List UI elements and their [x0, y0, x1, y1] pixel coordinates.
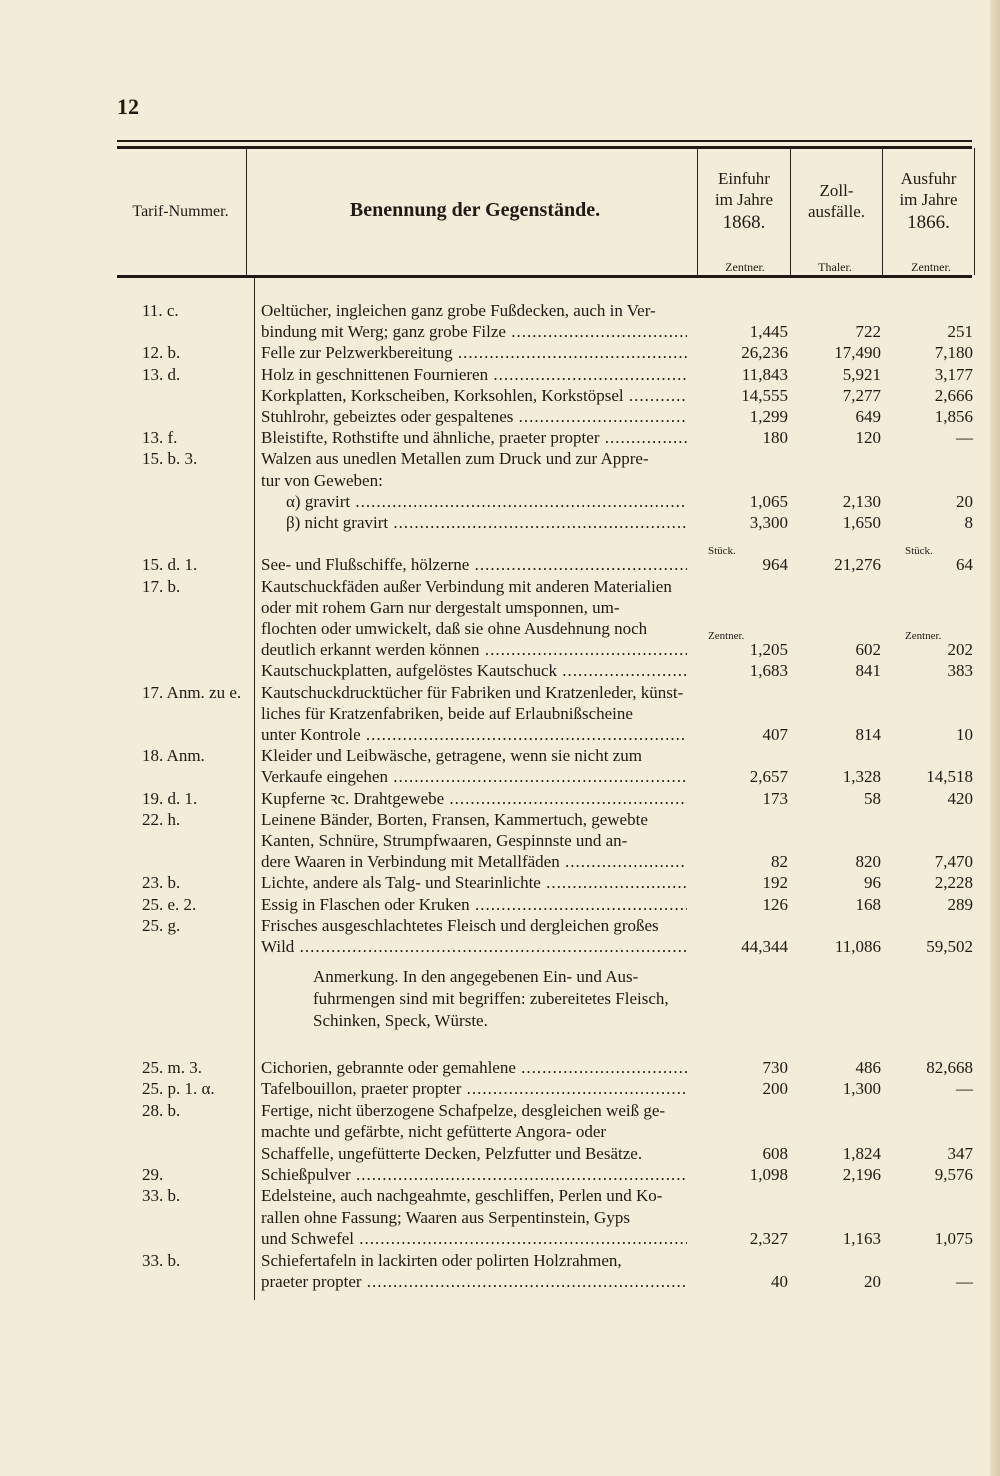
item-description: dere Waaren in Verbindung mit Metallfäden .....	[261, 851, 687, 872]
ausfuhr-value: 7,180	[934, 343, 973, 363]
item-description: bindung mit Werg; ganz grobe Filze .....	[261, 321, 687, 342]
table-row	[0, 1100, 1000, 1121]
ausfuhr-value: 10	[956, 725, 973, 744]
zoll-value: 7,277	[842, 385, 881, 405]
table-row	[0, 300, 1000, 321]
ausfuhr-value: 9,576	[934, 1165, 973, 1184]
table-row	[0, 533, 1000, 558]
zoll-value: 1,328	[842, 767, 881, 787]
item-description: Leinene Bänder, Borten, Fransen, Kammertuch, gewebte	[261, 809, 648, 829]
item-description: flochten oder umwickelt, daß sie ohne Ausdehnung noch	[261, 619, 648, 638]
item-description: Kautschuckfäden außer Verbindung mit anderen Materialien	[261, 576, 672, 596]
einfuhr-value: 200	[762, 1079, 788, 1099]
column-divider	[697, 148, 698, 275]
ausfuhr-value: 289	[947, 894, 973, 914]
einfuhr-value: 964	[762, 555, 788, 575]
unit-zoll: Thaler.	[818, 260, 852, 274]
zoll-value: 1,824	[842, 1143, 881, 1163]
item-description: Lichte, andere als Talg- und Stearinlichte .....	[261, 872, 687, 893]
header-tarif: Tarif-Nummer.	[132, 203, 229, 220]
tarif-number: 25. p. 1. α.	[142, 1079, 215, 1099]
item-description: Bleistifte, Rothstifte und ähnliche, praeter propter .....	[261, 427, 687, 448]
unit-label: Stück.	[905, 545, 933, 558]
tarif-number: 25. g.	[142, 915, 181, 935]
table-row	[0, 1250, 1000, 1271]
item-description: Verkaufe eingehen .....	[261, 766, 687, 787]
item-description: liches für Kratzenfabriken, beide auf Erlaubnißscheine	[261, 703, 633, 723]
column-divider	[246, 148, 247, 275]
page-number: 12	[117, 94, 139, 119]
tarif-number: 15. d. 1.	[142, 555, 198, 575]
header-benennung: Benennung der Gegenstände.	[349, 199, 601, 221]
table-row	[0, 364, 1000, 385]
zoll-value: 820	[855, 852, 881, 872]
einfuhr-value: 173	[762, 788, 788, 808]
tarif-number: 23. b.	[142, 873, 181, 893]
ausfuhr-value: 251	[947, 322, 973, 342]
table-row	[0, 618, 1000, 642]
ausfuhr-value: 7,470	[934, 852, 973, 872]
table-row	[0, 448, 1000, 469]
ausfuhr-value: 202	[947, 640, 973, 660]
table-row	[0, 321, 1000, 342]
zoll-value: 602	[855, 640, 881, 660]
ausfuhr-value: 59,502	[926, 937, 973, 956]
table-row	[0, 1185, 1000, 1206]
ausfuhr-value: 2,228	[934, 873, 973, 893]
unit-label: Stück.	[708, 545, 736, 558]
table-row	[0, 1143, 1000, 1164]
column-divider	[882, 148, 883, 275]
table-row	[0, 554, 1000, 575]
table-row	[0, 1228, 1000, 1249]
unit-label: Zentner.	[708, 630, 745, 642]
table-row	[0, 660, 1000, 681]
einfuhr-value: 40	[771, 1272, 788, 1291]
table-row	[0, 724, 1000, 745]
table-row	[0, 703, 1000, 724]
tarif-number: 13. d.	[142, 364, 181, 384]
einfuhr-value: 192	[762, 873, 788, 893]
einfuhr-value: 730	[762, 1058, 788, 1077]
ausfuhr-value: 383	[947, 661, 973, 681]
item-description: β) nicht gravirt .....	[286, 512, 687, 533]
zoll-value: 21,276	[834, 555, 881, 575]
ausfuhr-value: —	[956, 1272, 973, 1291]
item-description: See- und Flußschiffe, hölzerne .....	[261, 554, 687, 575]
item-description: Edelsteine, auch nachgeahmte, geschliffen, Perlen und Ko-	[261, 1186, 663, 1206]
einfuhr-value: 3,300	[749, 513, 788, 532]
item-description: Walzen aus unedlen Metallen zum Druck und zur Appre-	[261, 449, 649, 469]
table-row	[0, 491, 1000, 512]
ausfuhr-value: 420	[947, 788, 973, 808]
zoll-value: 722	[855, 322, 881, 342]
table-row	[0, 1057, 1000, 1078]
zoll-value: 120	[855, 428, 881, 448]
zoll-value: 486	[855, 1058, 881, 1077]
item-description: Tafelbouillon, praeter propter .....	[261, 1078, 687, 1099]
header-zoll: Zoll- ausfälle.	[807, 181, 866, 222]
header-ausfuhr: Ausfuhr im Jahre 1866.	[899, 169, 958, 233]
ausfuhr-value: 64	[956, 555, 973, 575]
zoll-value: 814	[855, 725, 881, 744]
table-row	[0, 639, 1000, 660]
column-divider	[790, 148, 791, 275]
einfuhr-value: 180	[762, 428, 788, 448]
unit-einfuhr: Zentner.	[725, 260, 765, 274]
ausfuhr-value: 347	[947, 1143, 973, 1163]
tarif-number: 17. b.	[142, 576, 181, 596]
ausfuhr-value: 82,668	[926, 1058, 973, 1077]
ausfuhr-value: —	[956, 1079, 973, 1099]
item-description: Essig in Flaschen oder Kruken .....	[261, 894, 687, 915]
unit-ausfuhr: Zentner.	[911, 260, 951, 274]
top-rule	[117, 140, 972, 142]
table-row	[0, 915, 1000, 936]
column-divider	[974, 148, 975, 275]
table-row	[0, 745, 1000, 766]
annotation-note: Anmerkung. In den angegebenen Ein- und Aus-fuhrmengen sind mit begriffen: zubereitetes Fleisch, Schinken, Speck, Würste.	[313, 967, 669, 1030]
zoll-value: 1,300	[842, 1079, 881, 1099]
item-description: Oeltücher, ingleichen ganz grobe Fußdecken, auch in Ver-	[261, 301, 656, 320]
table-row	[0, 1207, 1000, 1228]
header-rule	[117, 275, 972, 278]
einfuhr-value: 1,683	[749, 661, 788, 681]
einfuhr-value: 1,299	[749, 407, 788, 426]
ausfuhr-value: 14,518	[926, 767, 973, 787]
zoll-value: 2,196	[842, 1165, 881, 1184]
zoll-value: 2,130	[842, 491, 881, 511]
item-description: Kupferne ꝛc. Drahtgewebe .....	[261, 788, 687, 809]
item-description: unter Kontrole .....	[261, 724, 687, 745]
item-description: oder mit rohem Garn nur dergestalt umsponnen, um-	[261, 597, 620, 617]
item-description: α) gravirt .....	[286, 491, 687, 512]
ausfuhr-value: 20	[956, 491, 973, 511]
table-row	[0, 427, 1000, 448]
item-description: Stuhlrohr, gebeiztes oder gespaltenes .....	[261, 406, 687, 427]
einfuhr-value: 126	[762, 894, 788, 914]
zoll-value: 168	[855, 894, 881, 914]
tarif-number: 22. h.	[142, 809, 181, 829]
table-row	[0, 894, 1000, 915]
item-description: praeter propter .....	[261, 1271, 687, 1292]
tarif-number: 15. b. 3.	[142, 449, 198, 469]
tarif-number: 33. b.	[142, 1250, 181, 1270]
table-row	[0, 406, 1000, 427]
tarif-number: 18. Anm.	[142, 746, 205, 766]
tarif-number: 11. c.	[142, 301, 179, 320]
table-row	[0, 809, 1000, 830]
table-row	[0, 682, 1000, 703]
tarif-number: 19. d. 1.	[142, 788, 198, 808]
item-description: und Schwefel .....	[261, 1228, 687, 1249]
item-description: rallen ohne Fassung; Waaren aus Serpentinstein, Gyps	[261, 1207, 630, 1227]
einfuhr-value: 11,843	[741, 364, 788, 384]
item-description: Fertige, nicht überzogene Schafpelze, desgleichen weiß ge-	[261, 1100, 666, 1120]
item-description: Schiefertafeln in lackirten oder polirten Holzrahmen,	[261, 1250, 622, 1270]
table-row	[0, 512, 1000, 533]
item-description: tur von Geweben:	[261, 470, 383, 490]
tarif-number: 25. e. 2.	[142, 894, 197, 914]
table-row	[0, 342, 1000, 363]
tarif-number: 28. b.	[142, 1100, 181, 1120]
zoll-value: 17,490	[834, 343, 881, 363]
item-description: machte und gefärbte, nicht gefütterte Angora- oder	[261, 1122, 607, 1142]
item-description: Felle zur Pelzwerkbereitung .....	[261, 342, 687, 363]
item-description: Kanten, Schnüre, Strumpfwaaren, Gespinnste und an-	[261, 831, 628, 850]
table-row	[0, 830, 1000, 851]
table-row	[0, 788, 1000, 809]
item-description: deutlich erkannt werden können .....	[261, 639, 687, 660]
zoll-value: 96	[864, 873, 881, 893]
table-row	[0, 1078, 1000, 1099]
table-row	[0, 576, 1000, 597]
item-description: Schießpulver .....	[261, 1164, 687, 1185]
item-description: Kleider und Leibwäsche, getragene, wenn sie nicht zum	[261, 746, 642, 766]
zoll-value: 58	[864, 788, 881, 808]
einfuhr-value: 1,098	[749, 1165, 788, 1184]
tarif-number: 13. f.	[142, 428, 178, 448]
tarif-number: 33. b.	[142, 1186, 181, 1206]
table-row	[0, 385, 1000, 406]
einfuhr-value: 14,555	[741, 385, 788, 405]
einfuhr-value: 608	[762, 1143, 788, 1163]
einfuhr-value: 407	[762, 725, 788, 744]
item-description: Kautschuckplatten, aufgelöstes Kautschuck .....	[261, 660, 687, 681]
table-row	[0, 851, 1000, 872]
item-description: Korkplatten, Korkscheiben, Korksohlen, Korkstöpsel .....	[261, 385, 687, 406]
table-row	[0, 872, 1000, 893]
zoll-value: 841	[855, 661, 881, 681]
ausfuhr-value: 3,177	[934, 364, 973, 384]
unit-label: Zentner.	[905, 630, 942, 642]
item-description: Kautschuckdrucktücher für Fabriken und Kratzenleder, künst-	[261, 682, 684, 702]
item-description: Schaffelle, ungefütterte Decken, Pelzfutter und Besätze.	[261, 1143, 643, 1163]
einfuhr-value: 44,344	[741, 937, 788, 956]
tarif-number: 12. b.	[142, 343, 181, 363]
zoll-value: 1,163	[842, 1229, 881, 1249]
einfuhr-value: 26,236	[741, 343, 788, 363]
item-description: Holz in geschnittenen Fournieren .....	[261, 364, 687, 385]
table-row	[0, 1164, 1000, 1185]
item-description: Wild .....	[261, 936, 687, 957]
einfuhr-value: 1,205	[749, 640, 788, 660]
einfuhr-value: 82	[771, 852, 788, 872]
einfuhr-value: 2,327	[749, 1229, 788, 1249]
zoll-value: 11,086	[834, 937, 881, 956]
table-row	[0, 766, 1000, 787]
zoll-value: 5,921	[842, 364, 881, 384]
einfuhr-value: 2,657	[749, 767, 788, 787]
table-row	[0, 1121, 1000, 1142]
table-row	[0, 1271, 1000, 1292]
tarif-number: 17. Anm. zu e.	[142, 682, 242, 702]
einfuhr-value: 1,065	[749, 491, 788, 511]
item-description: Cichorien, gebrannte oder gemahlene .....	[261, 1057, 687, 1078]
tarif-number: 25. m. 3.	[142, 1058, 202, 1077]
ausfuhr-value: 1,075	[934, 1229, 973, 1249]
table-row	[0, 936, 1000, 957]
einfuhr-value: 1,445	[749, 322, 788, 342]
ausfuhr-value: 8	[964, 513, 973, 532]
item-description: Frisches ausgeschlachtetes Fleisch und dergleichen großes	[261, 915, 659, 935]
zoll-value: 20	[864, 1272, 881, 1291]
ausfuhr-value: —	[956, 428, 973, 448]
header-einfuhr: Einfuhr im Jahre 1868.	[714, 169, 774, 233]
table-row	[0, 597, 1000, 618]
table-row	[0, 470, 1000, 491]
zoll-value: 1,650	[842, 513, 881, 532]
zoll-value: 649	[855, 407, 881, 426]
ausfuhr-value: 2,666	[934, 385, 973, 405]
ausfuhr-value: 1,856	[934, 407, 973, 426]
tarif-number: 29.	[142, 1165, 164, 1184]
